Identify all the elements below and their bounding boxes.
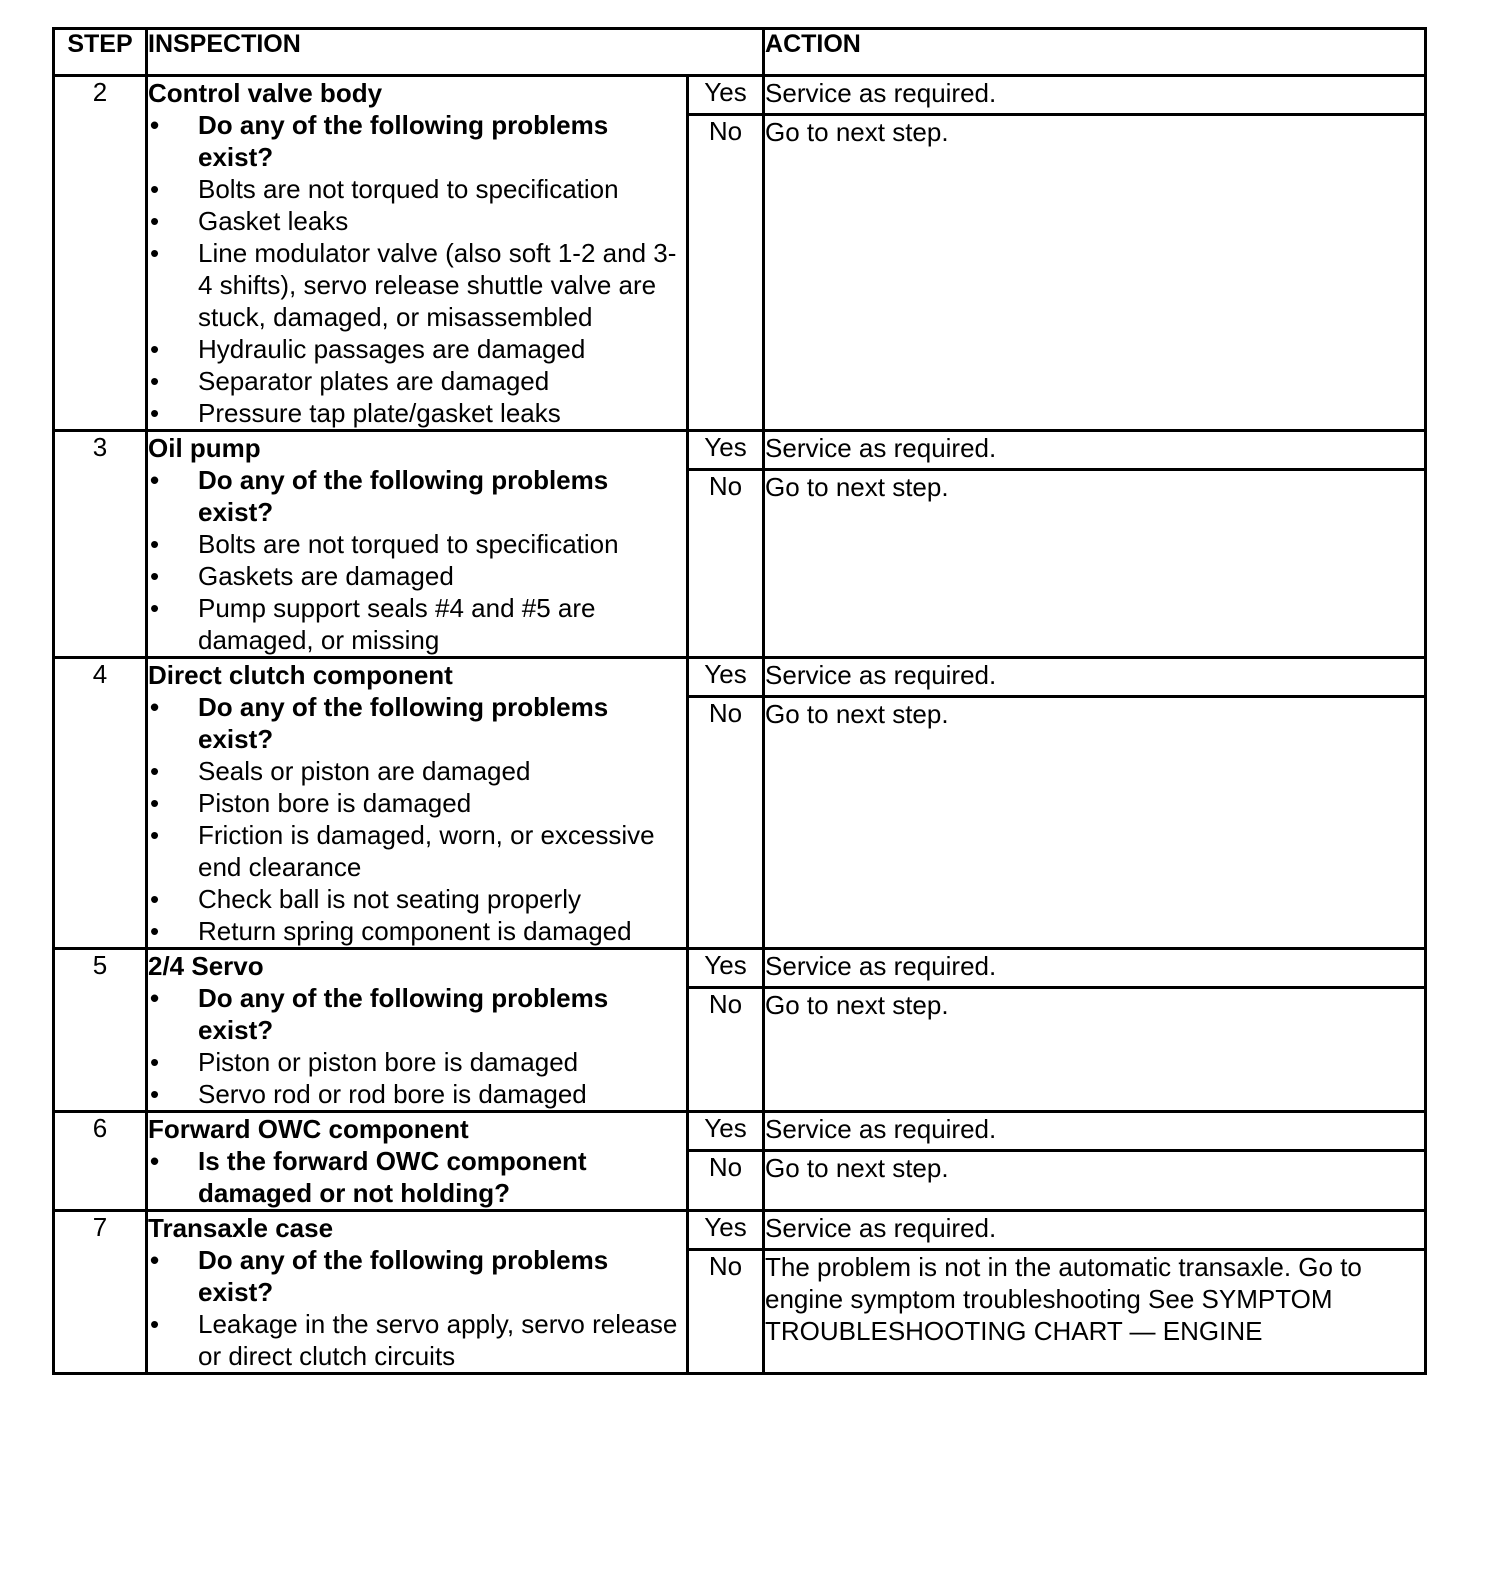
no-action: Go to next step. xyxy=(764,697,1426,949)
inspection-column-header: INSPECTION xyxy=(147,29,764,76)
yes-label: Yes xyxy=(688,431,764,470)
yes-label: Yes xyxy=(688,658,764,697)
inspection-cell xyxy=(147,76,688,431)
inspection-question: • Is the forward OWC component damaged or not holding? xyxy=(148,1145,686,1209)
yes-action: Service as required. xyxy=(764,949,1426,988)
problem-item: • Return spring component is damaged xyxy=(148,915,686,947)
step-number: 2 xyxy=(54,76,147,431)
header-row xyxy=(54,29,1426,76)
inspection-title: Transaxle case xyxy=(148,1213,334,1243)
problem-item: • Gaskets are damaged xyxy=(148,560,686,592)
steps-body xyxy=(54,76,1426,1374)
no-action: The problem is not in the automatic transaxle. Go to engine symptom troubleshooting See SYMPTOM TROUBLESHOOTING CHART — ENGINE xyxy=(764,1250,1426,1374)
problem-item: • Friction is damaged, worn, or excessive end clearance xyxy=(148,819,686,883)
step-column-header: STEP xyxy=(54,29,147,76)
inspection-title: 2/4 Servo xyxy=(148,951,264,981)
yes-action: Service as required. xyxy=(764,1112,1426,1151)
problem-item: • Piston bore is damaged xyxy=(148,787,686,819)
step-row xyxy=(54,76,1426,115)
inspection-title: Oil pump xyxy=(148,433,261,463)
inspection-question: • Do any of the following problems exist? xyxy=(148,982,686,1046)
no-action: Go to next step. xyxy=(764,988,1426,1112)
step-row xyxy=(54,949,1426,988)
yes-action: Service as required. xyxy=(764,76,1426,115)
problem-item: • Pump support seals #4 and #5 are damaged, or missing xyxy=(148,592,686,656)
no-action: Go to next step. xyxy=(764,470,1426,658)
no-label: No xyxy=(688,697,764,949)
problem-list xyxy=(148,982,686,1110)
no-label: No xyxy=(688,1250,764,1374)
problem-item: • Leakage in the servo apply, servo release or direct clutch circuits xyxy=(148,1308,686,1372)
yes-action: Service as required. xyxy=(764,1211,1426,1250)
problem-item: • Line modulator valve (also soft 1-2 and 3-4 shifts), servo release shuttle valve are stuck, damaged, or misassembled xyxy=(148,237,686,333)
no-action: Go to next step. xyxy=(764,1151,1426,1211)
step-number: 7 xyxy=(54,1211,147,1374)
problem-item: • Gasket leaks xyxy=(148,205,686,237)
no-label: No xyxy=(688,115,764,431)
inspection-question: • Do any of the following problems exist? xyxy=(148,464,686,528)
inspection-question: • Do any of the following problems exist? xyxy=(148,1244,686,1308)
yes-action: Service as required. xyxy=(764,658,1426,697)
inspection-title: Forward OWC component xyxy=(148,1114,469,1144)
inspection-title: Control valve body xyxy=(148,78,383,108)
step-row xyxy=(54,431,1426,470)
inspection-question: • Do any of the following problems exist? xyxy=(148,109,686,173)
no-label: No xyxy=(688,1151,764,1211)
problem-item: • Servo rod or rod bore is damaged xyxy=(148,1078,686,1110)
yes-label: Yes xyxy=(688,949,764,988)
inspection-question: • Do any of the following problems exist? xyxy=(148,691,686,755)
no-label: No xyxy=(688,988,764,1112)
step-number: 3 xyxy=(54,431,147,658)
step-row xyxy=(54,1112,1426,1151)
problem-list xyxy=(148,1244,686,1372)
inspection-cell xyxy=(147,1112,688,1211)
yes-label: Yes xyxy=(688,76,764,115)
problem-list xyxy=(148,464,686,656)
step-number: 4 xyxy=(54,658,147,949)
step-number: 5 xyxy=(54,949,147,1112)
troubleshooting-table xyxy=(52,27,1427,1375)
yes-label: Yes xyxy=(688,1211,764,1250)
yes-label: Yes xyxy=(688,1112,764,1151)
problem-item: • Pressure tap plate/gasket leaks xyxy=(148,397,686,429)
step-row xyxy=(54,1211,1426,1250)
inspection-cell xyxy=(147,431,688,658)
problem-item: • Bolts are not torqued to specification xyxy=(148,528,686,560)
problem-item: • Bolts are not torqued to specification xyxy=(148,173,686,205)
inspection-title: Direct clutch component xyxy=(148,660,453,690)
step-number: 6 xyxy=(54,1112,147,1211)
yes-action: Service as required. xyxy=(764,431,1426,470)
problem-item: • Piston or piston bore is damaged xyxy=(148,1046,686,1078)
no-action: Go to next step. xyxy=(764,115,1426,431)
problem-list xyxy=(148,691,686,947)
problem-item: • Separator plates are damaged xyxy=(148,365,686,397)
step-row xyxy=(54,658,1426,697)
problem-item: • Hydraulic passages are damaged xyxy=(148,333,686,365)
no-label: No xyxy=(688,470,764,658)
problem-list xyxy=(148,109,686,429)
action-column-header: ACTION xyxy=(764,29,1426,76)
inspection-cell xyxy=(147,1211,688,1374)
inspection-cell xyxy=(147,658,688,949)
problem-item: • Seals or piston are damaged xyxy=(148,755,686,787)
problem-list xyxy=(148,1145,686,1209)
inspection-cell xyxy=(147,949,688,1112)
problem-item: • Check ball is not seating properly xyxy=(148,883,686,915)
